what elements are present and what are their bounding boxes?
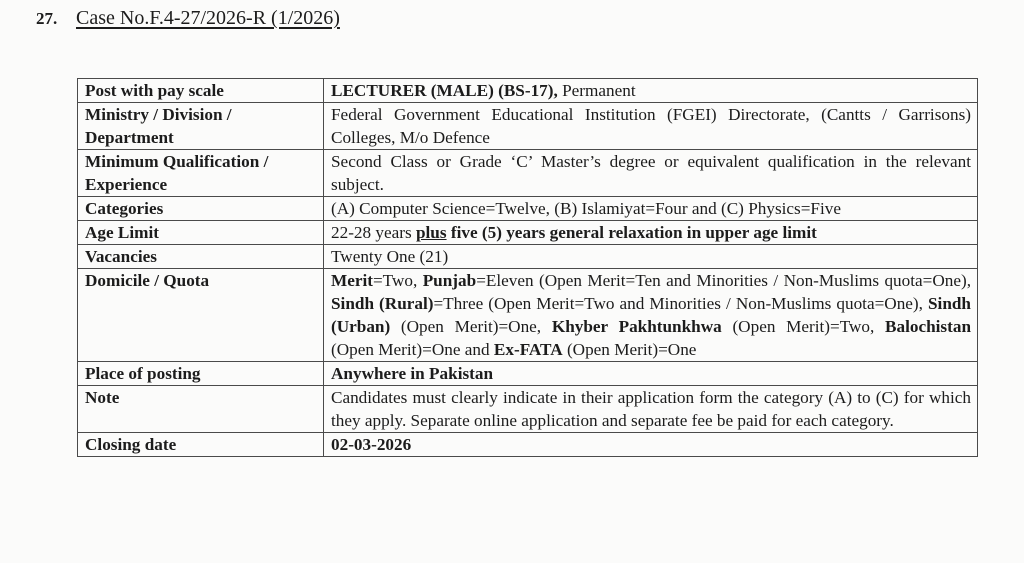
table-row-categories	[78, 197, 978, 221]
table-row-age-limit	[78, 221, 978, 245]
table-row-note	[78, 386, 978, 433]
row-value: Twenty One (21)	[324, 245, 978, 269]
row-label: Post with pay scale	[78, 79, 324, 103]
row-value	[324, 79, 978, 103]
row-value: Candidates must clearly indicate in their application form the category (A) to (C) for which they apply. Separate online application and separate fee be paid for each category.	[324, 386, 978, 433]
case-title: Case No.F.4-27/2026-R (1/2026)	[76, 7, 340, 29]
case-heading	[36, 6, 340, 31]
quota-detail: =Two,	[372, 271, 423, 290]
row-value: Federal Government Educational Institution (FGEI) Directorate, (Cantts / Garrisons) Colleges, M/o Defence	[324, 103, 978, 150]
quota-region: Balochistan	[885, 317, 972, 336]
quota-region: Punjab	[422, 271, 477, 290]
quota-region: Merit	[331, 271, 373, 290]
table-row-ministry	[78, 103, 978, 150]
quota-detail: (Open Merit)=Two,	[721, 317, 886, 336]
quota-region: Sindh (Urban)	[331, 294, 971, 336]
age-plus: plus	[415, 223, 447, 242]
table-row-closing-date	[78, 433, 978, 457]
row-label: Categories	[78, 197, 324, 221]
table-row-post	[78, 79, 978, 103]
quota-region: Khyber Pakhtunkhwa	[551, 317, 722, 336]
quota-detail: (Open Merit)=One,	[390, 317, 552, 336]
age-relaxation: five (5) years general relaxation in upper age limit	[446, 223, 817, 242]
table-row-vacancies	[78, 245, 978, 269]
quota-region: Sindh (Rural)	[331, 294, 434, 313]
row-value: (A) Computer Science=Twelve, (B) Islamiyat=Four and (C) Physics=Five	[324, 197, 978, 221]
row-label: Ministry / Division / Department	[78, 103, 324, 150]
row-label: Vacancies	[78, 245, 324, 269]
row-label: Minimum Qualification / Experience	[78, 150, 324, 197]
quota-detail: =Eleven (Open Merit=Ten and Minorities / Non-Muslims quota=One),	[476, 271, 971, 290]
quota-detail: =Three (Open Merit=Two and Minorities / Non-Muslims quota=One),	[433, 294, 928, 313]
table-row-place-of-posting	[78, 362, 978, 386]
job-details-table	[77, 78, 978, 457]
post-type: Permanent	[557, 81, 636, 100]
row-value: 02-03-2026	[324, 433, 978, 457]
item-number: 27.	[36, 9, 58, 28]
quota-region: Ex-FATA	[493, 340, 563, 359]
row-value	[324, 221, 978, 245]
age-range: 22-28 years	[331, 223, 416, 242]
row-value: Second Class or Grade ‘C’ Master’s degree or equivalent qualification in the relevant subject.	[324, 150, 978, 197]
quota-detail: (Open Merit)=One and	[331, 340, 494, 359]
row-label: Closing date	[78, 433, 324, 457]
post-title: LECTURER (MALE) (BS-17),	[331, 81, 558, 100]
row-label: Place of posting	[78, 362, 324, 386]
row-label: Domicile / Quota	[78, 269, 324, 362]
row-value: Anywhere in Pakistan	[324, 362, 978, 386]
table-row-qualification	[78, 150, 978, 197]
row-label: Age Limit	[78, 221, 324, 245]
row-value	[324, 269, 978, 362]
row-label: Note	[78, 386, 324, 433]
quota-detail: (Open Merit)=One	[562, 340, 697, 359]
table-row-domicile	[78, 269, 978, 362]
